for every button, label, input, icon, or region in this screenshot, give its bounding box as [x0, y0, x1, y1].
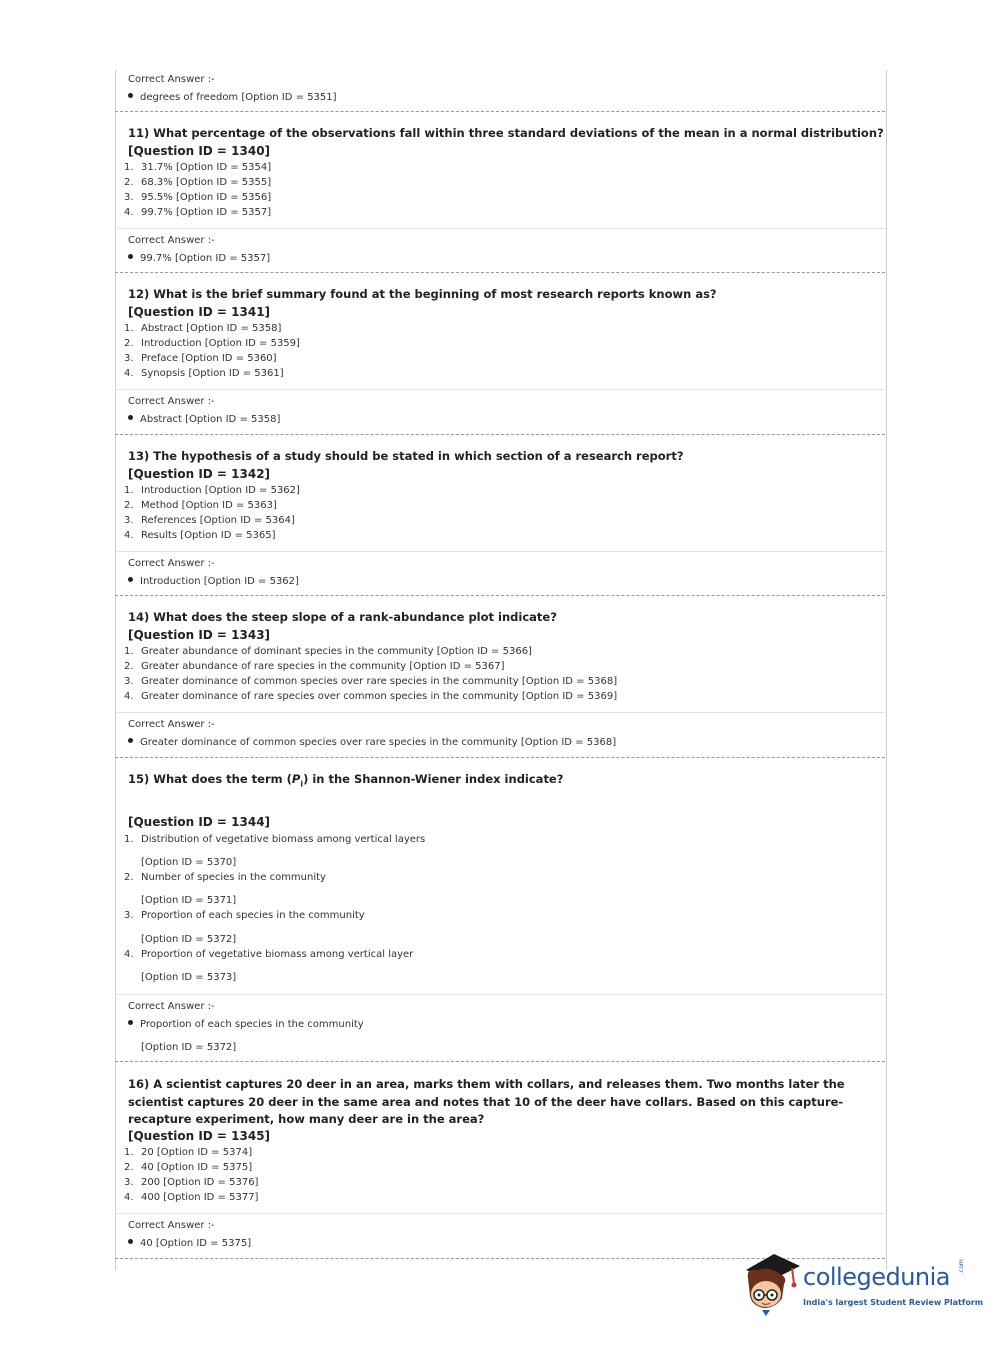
question-separator [115, 434, 885, 435]
bullet-icon [128, 254, 133, 259]
option-item: 2. Method [Option ID = 5363] [124, 500, 277, 511]
bullet-icon [128, 1020, 133, 1025]
answer-divider [115, 994, 885, 995]
correct-answer-label: Correct Answer :- [128, 719, 215, 730]
answer-divider [115, 712, 885, 713]
question-text: 16) A scientist captures 20 deer in an area, marks them with collars, and releases them. Two months later the scientist captures 20 deer in the same area and notes that 10 of the deer have collars. Based on this capture-recapture experiment, how many deer are in the area? [128, 1077, 845, 1126]
option-item: 3. Proportion of each species in the community [124, 910, 365, 921]
question-separator [115, 111, 885, 112]
question-text: 11) What percentage of the observations fall within three standard deviations of the mean in a normal distribution? [128, 126, 884, 140]
question-id: [Question ID = 1343] [128, 628, 271, 642]
question-separator [115, 1061, 885, 1062]
bullet-icon [128, 1239, 133, 1244]
question-id: [Question ID = 1344] [128, 815, 271, 829]
brand-tagline: India's largest Student Review Platform [803, 1298, 984, 1307]
option-id: [Option ID = 5373] [141, 972, 237, 983]
question-id: [Question ID = 1340] [128, 144, 271, 158]
question-separator [115, 595, 885, 596]
correct-answer: degrees of freedom [Option ID = 5351] [128, 92, 337, 103]
bullet-icon [128, 738, 133, 743]
bullet-icon [128, 93, 133, 98]
correct-answer: 99.7% [Option ID = 5357] [128, 253, 270, 264]
option-item: 2. 68.3% [Option ID = 5355] [124, 177, 272, 188]
option-item: 1. 31.7% [Option ID = 5354] [124, 162, 272, 173]
question-id: [Question ID = 1341] [128, 305, 271, 319]
option-item: 1. Greater abundance of dominant species in the community [Option ID = 5366] [124, 646, 532, 657]
option-item: 4. 400 [Option ID = 5377] [124, 1192, 259, 1203]
option-item: 3. 95.5% [Option ID = 5356] [124, 192, 272, 203]
option-item: 2. Number of species in the community [124, 872, 326, 883]
option-item: 4. Proportion of vegetative biomass among vertical layer [124, 949, 414, 960]
correct-answer-label: Correct Answer :- [128, 396, 215, 407]
question-separator [115, 272, 885, 273]
correct-answer: Abstract [Option ID = 5358] [128, 414, 280, 425]
option-item: 2. Greater abundance of rare species in the community [Option ID = 5367] [124, 661, 505, 672]
correct-answer-label: Correct Answer :- [128, 74, 215, 85]
correct-answer: Introduction [Option ID = 5362] [128, 576, 299, 587]
correct-answer-label: Correct Answer :- [128, 1001, 215, 1012]
option-item: 1. Distribution of vegetative biomass among vertical layers [124, 834, 426, 845]
option-item: 3. References [Option ID = 5364] [124, 515, 295, 526]
option-item: 4. Synopsis [Option ID = 5361] [124, 368, 284, 379]
option-id: [Option ID = 5372] [141, 934, 237, 945]
correct-answer-label: Correct Answer :- [128, 1220, 215, 1231]
question-id: [Question ID = 1342] [128, 467, 271, 481]
question-text: 13) The hypothesis of a study should be stated in which section of a research report? [128, 449, 684, 463]
answer-divider [115, 1213, 885, 1214]
answer-divider [115, 551, 885, 552]
mascot-icon [740, 1248, 802, 1318]
correct-answer: Greater dominance of common species over rare species in the community [Option ID = 5368] [128, 737, 616, 748]
option-item: 1. Introduction [Option ID = 5362] [124, 485, 300, 496]
option-id: [Option ID = 5370] [141, 857, 237, 868]
option-item: 3. 200 [Option ID = 5376] [124, 1177, 259, 1188]
correct-answer: Proportion of each species in the community [128, 1019, 364, 1030]
bullet-icon [128, 577, 133, 582]
option-item: 4. Results [Option ID = 5365] [124, 530, 276, 541]
question-text: 15) What does the term $(P_i)$ in the Shannon-Wiener index indicate? [128, 772, 564, 789]
question-separator [115, 757, 885, 758]
answer-divider [115, 389, 885, 390]
option-item: 4. Greater dominance of rare species over common species in the community [Option ID = 5369] [124, 691, 618, 702]
brand-logo-domain: .com [958, 1259, 965, 1274]
brand-logo-text: collegedunia [803, 1263, 951, 1291]
option-item: 4. 99.7% [Option ID = 5357] [124, 207, 272, 218]
option-item: 3. Greater dominance of common species over rare species in the community [Option ID = 5368] [124, 676, 618, 687]
correct-answer-label: Correct Answer :- [128, 235, 215, 246]
option-item: 2. 40 [Option ID = 5375] [124, 1162, 253, 1173]
option-item: 1. Abstract [Option ID = 5358] [124, 323, 282, 334]
question-text: 12) What is the brief summary found at the beginning of most research reports known as? [128, 287, 717, 301]
correct-answer: 40 [Option ID = 5375] [128, 1238, 251, 1249]
correct-answer-label: Correct Answer :- [128, 558, 215, 569]
correct-answer-id: [Option ID = 5372] [141, 1042, 237, 1053]
option-item: 1. 20 [Option ID = 5374] [124, 1147, 253, 1158]
bullet-icon [128, 415, 133, 420]
option-item: 2. Introduction [Option ID = 5359] [124, 338, 300, 349]
question-id: [Question ID = 1345] [128, 1129, 271, 1143]
answer-divider [115, 228, 885, 229]
question-text: 14) What does the steep slope of a rank-abundance plot indicate? [128, 610, 557, 624]
option-id: [Option ID = 5371] [141, 895, 237, 906]
option-item: 3. Preface [Option ID = 5360] [124, 353, 277, 364]
